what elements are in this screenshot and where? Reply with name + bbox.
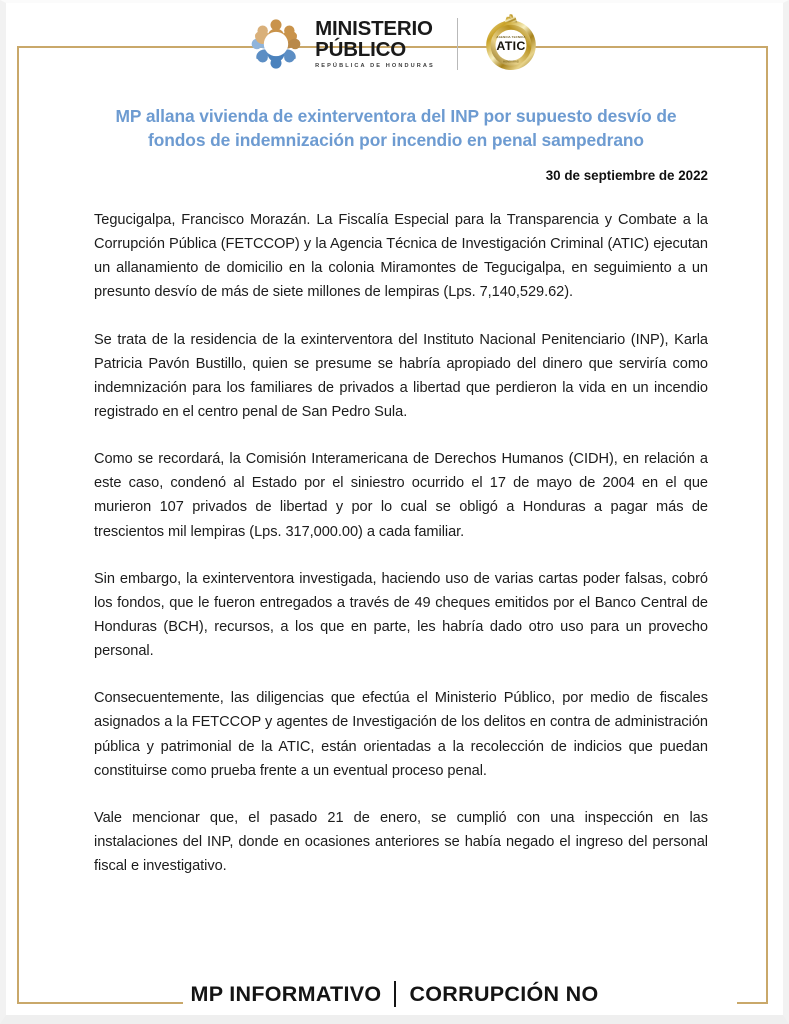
svg-text:ATIC: ATIC [496,39,526,54]
frame-border-right [766,46,768,1004]
article-paragraph: Vale mencionar que, el pasado 21 de enero, se cumplió con una inspección en las instalaciones del INP, donde en ocasiones anteriores se había negado el ingreso del personal fiscal e investigativo. [94,809,708,875]
ministerio-publico-lockup [247,15,435,73]
svg-text:AGENCIA TECNICA: AGENCIA TECNICA [496,34,526,39]
page-title: MP allana vivienda de exinterventora del INP por supuesto desvío de fondos de indemnización por incendio en penal sampedrano [115,105,677,151]
footer-separator [394,981,396,1007]
ministerio-publico-logo-icon [247,15,305,73]
frame-border-left [17,46,19,1004]
org-subtitle: REPÚBLICA DE HONDURAS [315,62,435,69]
footer-label-corrupcion-no: CORRUPCIÓN NO [409,981,599,1006]
document-footer [0,976,789,1012]
article-paragraph: Como se recordará, la Comisión Interamericana de Derechos Humanos (CIDH), en relación a este caso, condenó al Estado por el siniestro ocurrido el 17 de mayo de 2004 en el que murieron 107 privados de libertad y por lo cual se obligó a Honduras a pagar más de trescientos mil lempiras (Lps. 317,000.00) a cada familiar. [94,451,708,540]
publication-date: 30 de septiembre de 2022 [545,168,708,183]
org-name-line2: PÚBLICO [315,38,406,62]
article-paragraph: Tegucigalpa, Francisco Morazán. La Fiscalía Especial para la Transparencia y Combate a la Corrupción Pública (FETCCOP) y la Agencia Técnica de Investigación Criminal (ATIC) ejecutan un allanamiento de domicilio en la colonia Miramontes de Tegucigalpa, en seguimiento a un presunto desvío de más de siete millones de lempiras (Lps. 7,140,529.62). [94,212,708,301]
article-body [94,208,708,878]
article-paragraph: Consecuentemente, las diligencias que efectúa el Ministerio Público, por medio de fiscales asignados a la FETCCOP y agentes de Investigación de los delitos en contra de administración pública y patrimonial de la ATIC, están orientadas a la recolección de indicios que puedan constituirse como prueba frente a un eventual proceso penal. [94,690,708,779]
article-paragraph: Sin embargo, la exinterventora investigada, haciendo uso de varias cartas poder falsas, cobró los fondos, que le fueron entregados a través de 49 cheques emitidos por el Banco Central de Honduras (BCH), recursos, a los que en parte, les habría dado otro uso para un provecho personal. [94,570,708,660]
footer-label-mp-informativo: MP INFORMATIVO [190,981,382,1006]
org-name-line1: MINISTERIO [315,16,433,40]
header-divider [457,18,458,70]
document-header [0,0,789,88]
svg-text:HONDURAS: HONDURAS [502,60,519,64]
article-paragraph: Se trata de la residencia de la exinterventora del Instituto Nacional Penitenciario (INP), Karla Patricia Pavón Bustillo, quien se presume se habría apropiado del dinero que serviría como indemnización para los familiares de privados a libertad que perdieron la vida en un incendio registrado en el centro penal de San Pedro Sula. [94,331,708,420]
atic-logo-icon [480,13,542,75]
